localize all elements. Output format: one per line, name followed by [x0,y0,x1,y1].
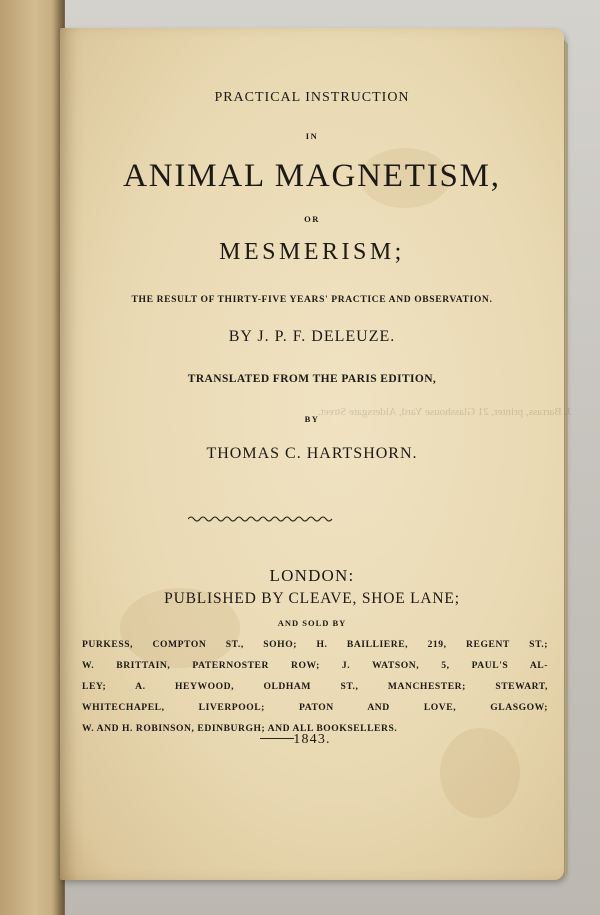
imprint-city: LONDON: [269,566,355,585]
connector-by: BY [304,414,320,424]
bleed-through-text: J. Barrass, printer, 21 Glasshouse Yard, Aldersgate Street. [318,406,572,418]
subtitle-practical-instruction: PRACTICAL INSTRUCTION [214,90,410,105]
author-line: BY J. P. F. DELEUZE. [228,328,396,345]
translated-line: TRANSLATED FROM THE PARIS EDITION, [187,373,437,385]
connector-in: IN [305,131,319,141]
wavy-rule-ornament [188,514,336,524]
book-cover-edge [0,0,65,915]
publication-year: 1843. [293,732,331,747]
booksellers-line-4: WHITECHAPEL, LIVERPOOL; PATON AND LOVE, GLASGOW; [82,702,548,713]
title-page [60,28,572,880]
main-title: ANIMAL MAGNETISM, [123,158,501,194]
booksellers-line-2: W. BRITTAIN, PATERNOSTER ROW; J. WATSON, 5, PAUL'S AL- [82,660,548,671]
imprint-publisher: PUBLISHED BY CLEAVE, SHOE LANE; [164,590,460,607]
booksellers-line-1: PURKESS, COMPTON ST., SOHO; H. BAILLIERE, 219, REGENT ST.; [82,639,548,650]
translator-name: THOMAS C. HARTSHORN. [206,445,418,462]
booksellers-line-5: W. AND H. ROBINSON, EDINBURGH; AND ALL BOOKSELLERS. [82,723,398,734]
connector-or: OR [304,214,320,224]
tagline: THE RESULT OF THIRTY-FIVE YEARS' PRACTICE AND OBSERVATION. [131,294,493,305]
main-subtitle: MESMERISM; [219,239,405,265]
booksellers-line-3: LEY; A. HEYWOOD, OLDHAM ST., MANCHESTER; STEWART, [82,681,548,692]
sold-by-label: AND SOLD BY [277,618,347,628]
